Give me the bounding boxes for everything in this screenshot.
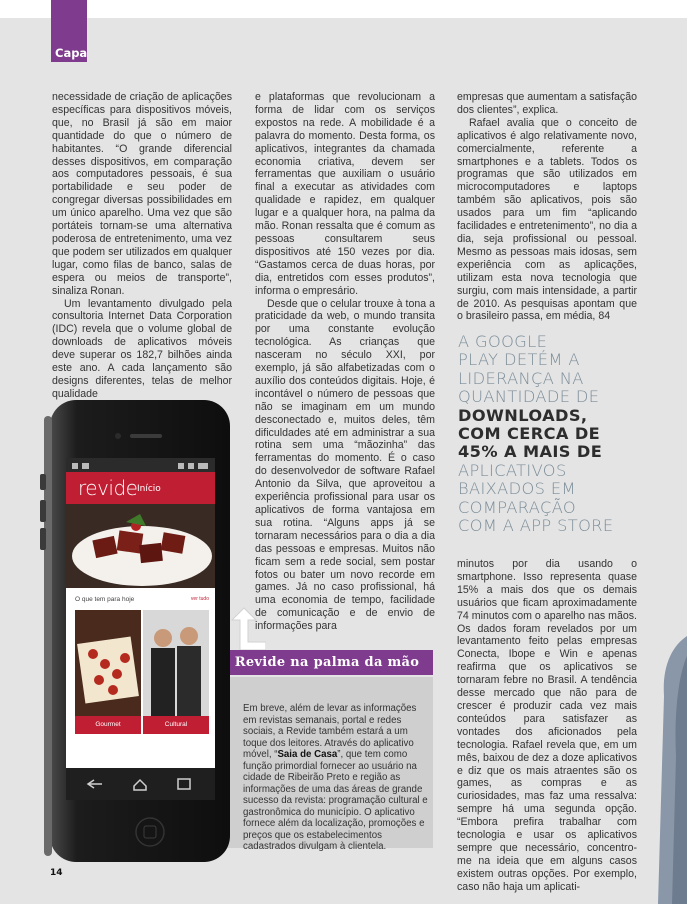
pull-quote (458, 333, 658, 535)
nav-icons (66, 768, 215, 800)
recent-apps-icon[interactable] (178, 779, 190, 789)
app-home-label[interactable]: Início (137, 484, 161, 494)
quote-line-bold: DOWNLOADS, (458, 405, 588, 425)
paragraph: minutos por dia usando o smartphone. Isso representa quase 15% a mais dos que os demais usuários que ficam aproximadamente 74 minutos com o aparelho nas mãos. Os dados foram revelados por um levantamento feito pelas empresas Conecta, Ibope e Win e apenas reafirma que os aplicativos se tornaram febre no Brasil. A tendência desse mercado que não para de crescer é produzir cada vez mais conteúdos para satisfazer as vontades dos aficionados pela tecnologia. Rafael revela que, em um mês, baixou de dez a doze aplicativos e diz que os mais atraentes são os games, as compras e as curiosidades, mas faz uma ressalva: sempre há uma segunda opção. “Embora prefira trabalhar com tecnologia e usar os aplicativos sempre que necessário, concentro-me na ideia que em alguns casos existem outras opções. Por exemplo, caso não haja um aplicati- (457, 558, 637, 893)
phone-screen (66, 458, 215, 800)
back-icon[interactable] (88, 780, 102, 788)
quote-line-bold: COM CERCA DE (458, 424, 601, 444)
card-label: Gourmet (75, 716, 141, 734)
app-logo: revide (78, 476, 138, 500)
quote-line: BAIXADOS EM (458, 479, 576, 499)
quote-line: QUANTIDADE DE (458, 387, 600, 407)
gourmet-photo (75, 610, 141, 716)
status-bar (66, 458, 215, 472)
paragraph: Um levantamento divulgado pela consultoria Internet Data Corporation (IDC) revela que o volume global de downloads de aplicativos móveis deve superar os 182,7 bilhões ainda este ano. A cada lançamento são designs diferentes, telas de melhor qualidade (52, 297, 232, 400)
paragraph: e plataformas que revolucionam a forma de lidar com os serviços expostos na rede. A mobilidade é a palavra do momento. Desta forma, os aplicativos, integrantes da chamada economia criativa, devem ser ferramentas que auxiliam o usuário final a executar as atividades com qualidade e rapidez, em qualquer lugar e a qualquer hora, na palma da mão. Ronan ressalta que é comum as pessoas consultarem seus dispositivos até 150 vezes por dia. “Gastamos cerca de duas horas, por dia, entretidos com esses produtos”, informa o empresário. (255, 91, 435, 297)
paragraph: Rafael avalia que o conceito de aplicativos é algo relativamente novo, comercialmente, referente a smartphones e a tablets. Todos os programas que são utilizados em microcomputadores e laptops também são aplicativos, pois são usados para um fim “aplicando facilidades e entretenimento”, no dia a dia, seja profissional ou pessoal. Mesmo as pessoas mais idosas, sem experiência com as aplicações, utilizam esta nova tecnologia que surgiu, com mais intensidade, a partir de 2010. As pesquisas apontam que o brasileiro passa, em média, 84 (457, 116, 637, 323)
quote-line: PLAY DETÉM A (458, 350, 580, 370)
category-card-gourmet[interactable] (75, 610, 141, 734)
column-2 (255, 91, 435, 633)
quote-line: COM A APP STORE (458, 516, 614, 536)
sidebar-box (221, 677, 433, 852)
section-heading: O que tem para hoje (75, 596, 135, 603)
box-text (243, 703, 429, 853)
home-icon[interactable] (134, 780, 146, 790)
android-nav-bar (66, 768, 215, 800)
box-text-part: ”, que tem como função primordial fornecer ao usuário na cidade de Ribeirão Preto e região as informações de uma das áreas de grande sucesso da revista: programação cultural e gastronômica do município. O aplicativo fornece além da localização, promoções e preços que os estabelecimentos cadastrados divulgam à clientela. (243, 749, 428, 852)
paragraph: Desde que o celular trouxe à tona a praticidade da web, o mundo transita por uma constante evolução tecnológica. As crianças que nasceram no século XXI, por exemplo, já são alfabetizadas com o auxílio dos conteúdos digitais. Hoje, é incontável o número de pessoas que não se imaginam em um mundo desconectado e, muitos deles, têm dificuldades até em administrar a sua rotina sem uma “mãozinha” das ferramentas do momento. É o caso do desenvolvedor de software Rafael Antonio da Silva, que aproveitou a experiência profissional para usar os aplicativos de forma vantajosa em sua rotina. “Alguns apps já se tornaram necessários para o dia a dia das pessoas e empresas. Muitos não ficam sem a rede social, sem postar fotos ou bater um novo recorde em games. Já no caso profissional, há uma economia de tempo, facilidade de comunicação e de envio de informações para (255, 297, 435, 633)
app-name-bold: Saia de Casa (277, 749, 338, 760)
section-tab (51, 0, 87, 62)
top-margin (0, 0, 687, 18)
quote-line: LIDERANÇA NA (458, 368, 584, 388)
category-card-cultural[interactable] (143, 610, 209, 734)
card-label: Cultural (143, 716, 209, 734)
app-header (66, 472, 215, 504)
quote-line: APLICATIVOS (458, 460, 567, 480)
quote-line: A GOOGLE (458, 332, 548, 351)
box-text-part: Em breve, além de levar as informações em revistas semanais, portal e redes sociais, a Revide também estará a um toque dos leitores. Através do aplicativo móvel, “ (243, 703, 417, 760)
see-all-link[interactable]: ver tudo (190, 596, 209, 602)
column-3 (457, 91, 637, 323)
cultural-photo (143, 610, 209, 716)
quote-line-bold: 45% A MAIS DE (458, 442, 603, 462)
page-number: 14 (50, 868, 63, 878)
paragraph: necessidade de criação de aplicações específicas para dispositivos móveis, que, no Brasil já são em maior quantidade do que o número de habitantes. “O grande diferencial desses dispositivos, em comparação aos computadores pessoais, é sua portabilidade e seu poder de congregar diversas possibilidades em um único aparelho. Uma vez que são portáteis tornam-se uma alternativa poderosa de entretenimento, uma vez que podem ser utilizados em qualquer lugar, como filas de banco, salas de espera ou meios de transporte”, sinaliza Ronan. (52, 91, 232, 297)
person-photo (652, 636, 687, 904)
quote-line: COMPARAÇÃO (458, 497, 577, 517)
section-label: Capa (55, 46, 88, 60)
column-1 (52, 91, 232, 401)
status-icons (66, 459, 215, 473)
food-photo (66, 504, 215, 588)
column-4 (457, 558, 637, 894)
paragraph: empresas que aumentam a satisfação dos clientes”, explica. (457, 91, 637, 116)
box-title: Revide na palma da mão (221, 650, 433, 675)
